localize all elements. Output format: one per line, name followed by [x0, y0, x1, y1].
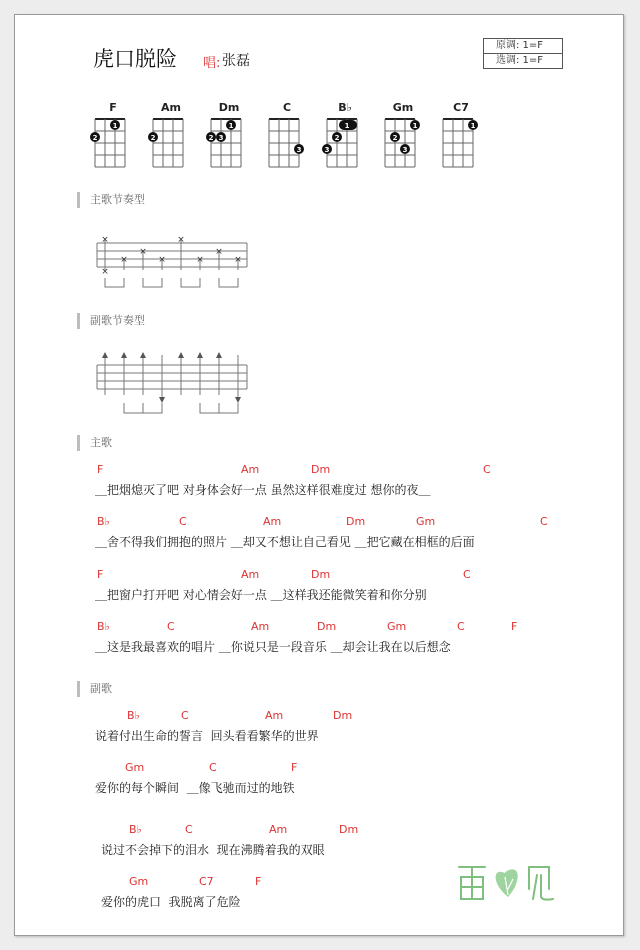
- chord-label: C: [179, 515, 187, 528]
- singer-label: 唱:: [203, 56, 221, 71]
- chord-label: C: [209, 761, 217, 774]
- key-box: [483, 38, 563, 69]
- chord-name: C7: [453, 101, 469, 114]
- chord-label: F: [291, 761, 298, 774]
- singer-name: 张磊: [222, 53, 250, 69]
- song-title: 虎口脱险: [93, 47, 177, 71]
- chord-name: Gm: [392, 101, 414, 114]
- lyric-line: ＿把烟熄灭了吧 对身体会好一点 虽然这样很难度过 想你的夜＿: [95, 483, 431, 497]
- finger-number: 1: [228, 122, 234, 130]
- svg-text:×: ×: [158, 255, 166, 265]
- logo-watermark: [453, 859, 563, 905]
- svg-text:×: ×: [215, 247, 223, 257]
- fretboard-gm: [373, 113, 433, 183]
- chord-label: Dm: [339, 823, 359, 836]
- finger-number: 2: [334, 134, 340, 142]
- chord-name: F: [109, 101, 117, 114]
- chord-name: C: [282, 101, 292, 114]
- chord-label: B♭: [129, 823, 142, 836]
- svg-text:×: ×: [101, 267, 109, 277]
- lyric-line: ＿这是我最喜欢的唱片 ＿你说只是一段音乐 ＿却会让我在以后想念: [95, 640, 451, 654]
- verse-rhythm-pattern: [95, 233, 265, 295]
- chord-label: F: [255, 875, 262, 888]
- fretboard-c7: [431, 113, 491, 183]
- chord-diagram-bb: [315, 101, 375, 183]
- lyric-line: ＿舍不得我们拥抱的照片 ＿却又不想让自己看见 ＿把它藏在相框的后面: [95, 535, 475, 549]
- chord-label: B♭: [97, 620, 110, 633]
- fretboard-f: [83, 113, 143, 183]
- chord-diagram-gm: [373, 101, 433, 183]
- lyric-line: ＿把窗户打开吧 对心情会好一点 ＿这样我还能微笑着和你分别: [95, 588, 427, 602]
- chord-name: Dm: [218, 101, 240, 114]
- finger-number: 3: [402, 146, 408, 154]
- chord-label: Am: [265, 709, 284, 722]
- lyric-line: 说过不会掉下的泪水 现在沸腾着我的双眼: [101, 843, 325, 857]
- chord-label: C: [167, 620, 175, 633]
- chord-label: C: [463, 568, 471, 581]
- chord-diagram-c: [257, 101, 317, 183]
- section-heading-verse: 主歌: [77, 435, 112, 451]
- finger-number: 1: [412, 122, 418, 130]
- svg-text:×: ×: [177, 235, 185, 245]
- lyric-line: 爱你的每个瞬间 ＿像飞驰而过的地铁: [95, 781, 295, 795]
- section-heading-chorus: 副歌: [77, 681, 112, 697]
- chord-label: Dm: [311, 568, 331, 581]
- chord-label: B♭: [127, 709, 140, 722]
- chord-label: C: [185, 823, 193, 836]
- chord-name: B♭: [338, 101, 352, 114]
- lyric-line: 说着付出生命的誓言 回头看看繁华的世界: [95, 729, 319, 743]
- finger-number: 1: [470, 122, 476, 130]
- chord-diagram-f: [83, 101, 143, 183]
- chord-label: Am: [269, 823, 288, 836]
- svg-text:×: ×: [234, 255, 242, 265]
- finger-number: 3: [324, 146, 330, 154]
- finger-number: 2: [92, 134, 98, 142]
- finger-number: 3: [218, 134, 224, 142]
- original-key: 原调: 1=F: [496, 40, 544, 51]
- chord-label: Dm: [317, 620, 337, 633]
- finger-number: 2: [392, 134, 398, 142]
- chord-diagram-dm: [199, 101, 259, 183]
- chord-label: F: [97, 568, 104, 581]
- chord-label: Dm: [333, 709, 353, 722]
- finger-number: 2: [208, 134, 214, 142]
- svg-text:×: ×: [196, 255, 204, 265]
- chosen-key: 选调: 1=F: [484, 53, 562, 68]
- fretboard-c: [257, 113, 317, 183]
- finger-number: 3: [296, 146, 302, 154]
- chord-label: F: [511, 620, 518, 633]
- chord-label: Gm: [416, 515, 436, 528]
- chord-diagram-am: [141, 101, 201, 183]
- section-heading-chorus-rhythm: 副歌节奏型: [77, 313, 145, 329]
- chord-diagram-c7: [431, 101, 491, 183]
- chord-label: Gm: [125, 761, 145, 774]
- chord-label: Gm: [387, 620, 407, 633]
- chord-label: C7: [199, 875, 214, 888]
- fretboard-dm: [199, 113, 259, 183]
- chord-label: C: [483, 463, 491, 476]
- chord-label: Am: [251, 620, 270, 633]
- chord-name: Am: [161, 101, 181, 114]
- lead-sheet: [14, 14, 624, 936]
- chord-label: Am: [263, 515, 282, 528]
- fretboard-bb: [315, 113, 375, 183]
- svg-text:×: ×: [139, 247, 147, 257]
- chord-label: C: [181, 709, 189, 722]
- finger-number: 2: [150, 134, 156, 142]
- chord-label: Gm: [129, 875, 149, 888]
- chord-label: C: [457, 620, 465, 633]
- section-heading-verse-rhythm: 主歌节奏型: [77, 192, 145, 208]
- finger-number: 1: [112, 122, 118, 130]
- chord-label: Dm: [311, 463, 331, 476]
- finger-number: 1: [344, 122, 350, 130]
- svg-text:×: ×: [120, 255, 128, 265]
- chord-label: Am: [241, 568, 260, 581]
- svg-text:×: ×: [101, 235, 109, 245]
- chord-label: F: [97, 463, 104, 476]
- chorus-rhythm-pattern: [95, 351, 265, 417]
- chord-label: C: [540, 515, 548, 528]
- chord-label: B♭: [97, 515, 110, 528]
- chord-label: Dm: [346, 515, 366, 528]
- fretboard-am: [141, 113, 201, 183]
- lyric-line: 爱你的虎口 我脱离了危险: [101, 895, 241, 909]
- chord-label: Am: [241, 463, 260, 476]
